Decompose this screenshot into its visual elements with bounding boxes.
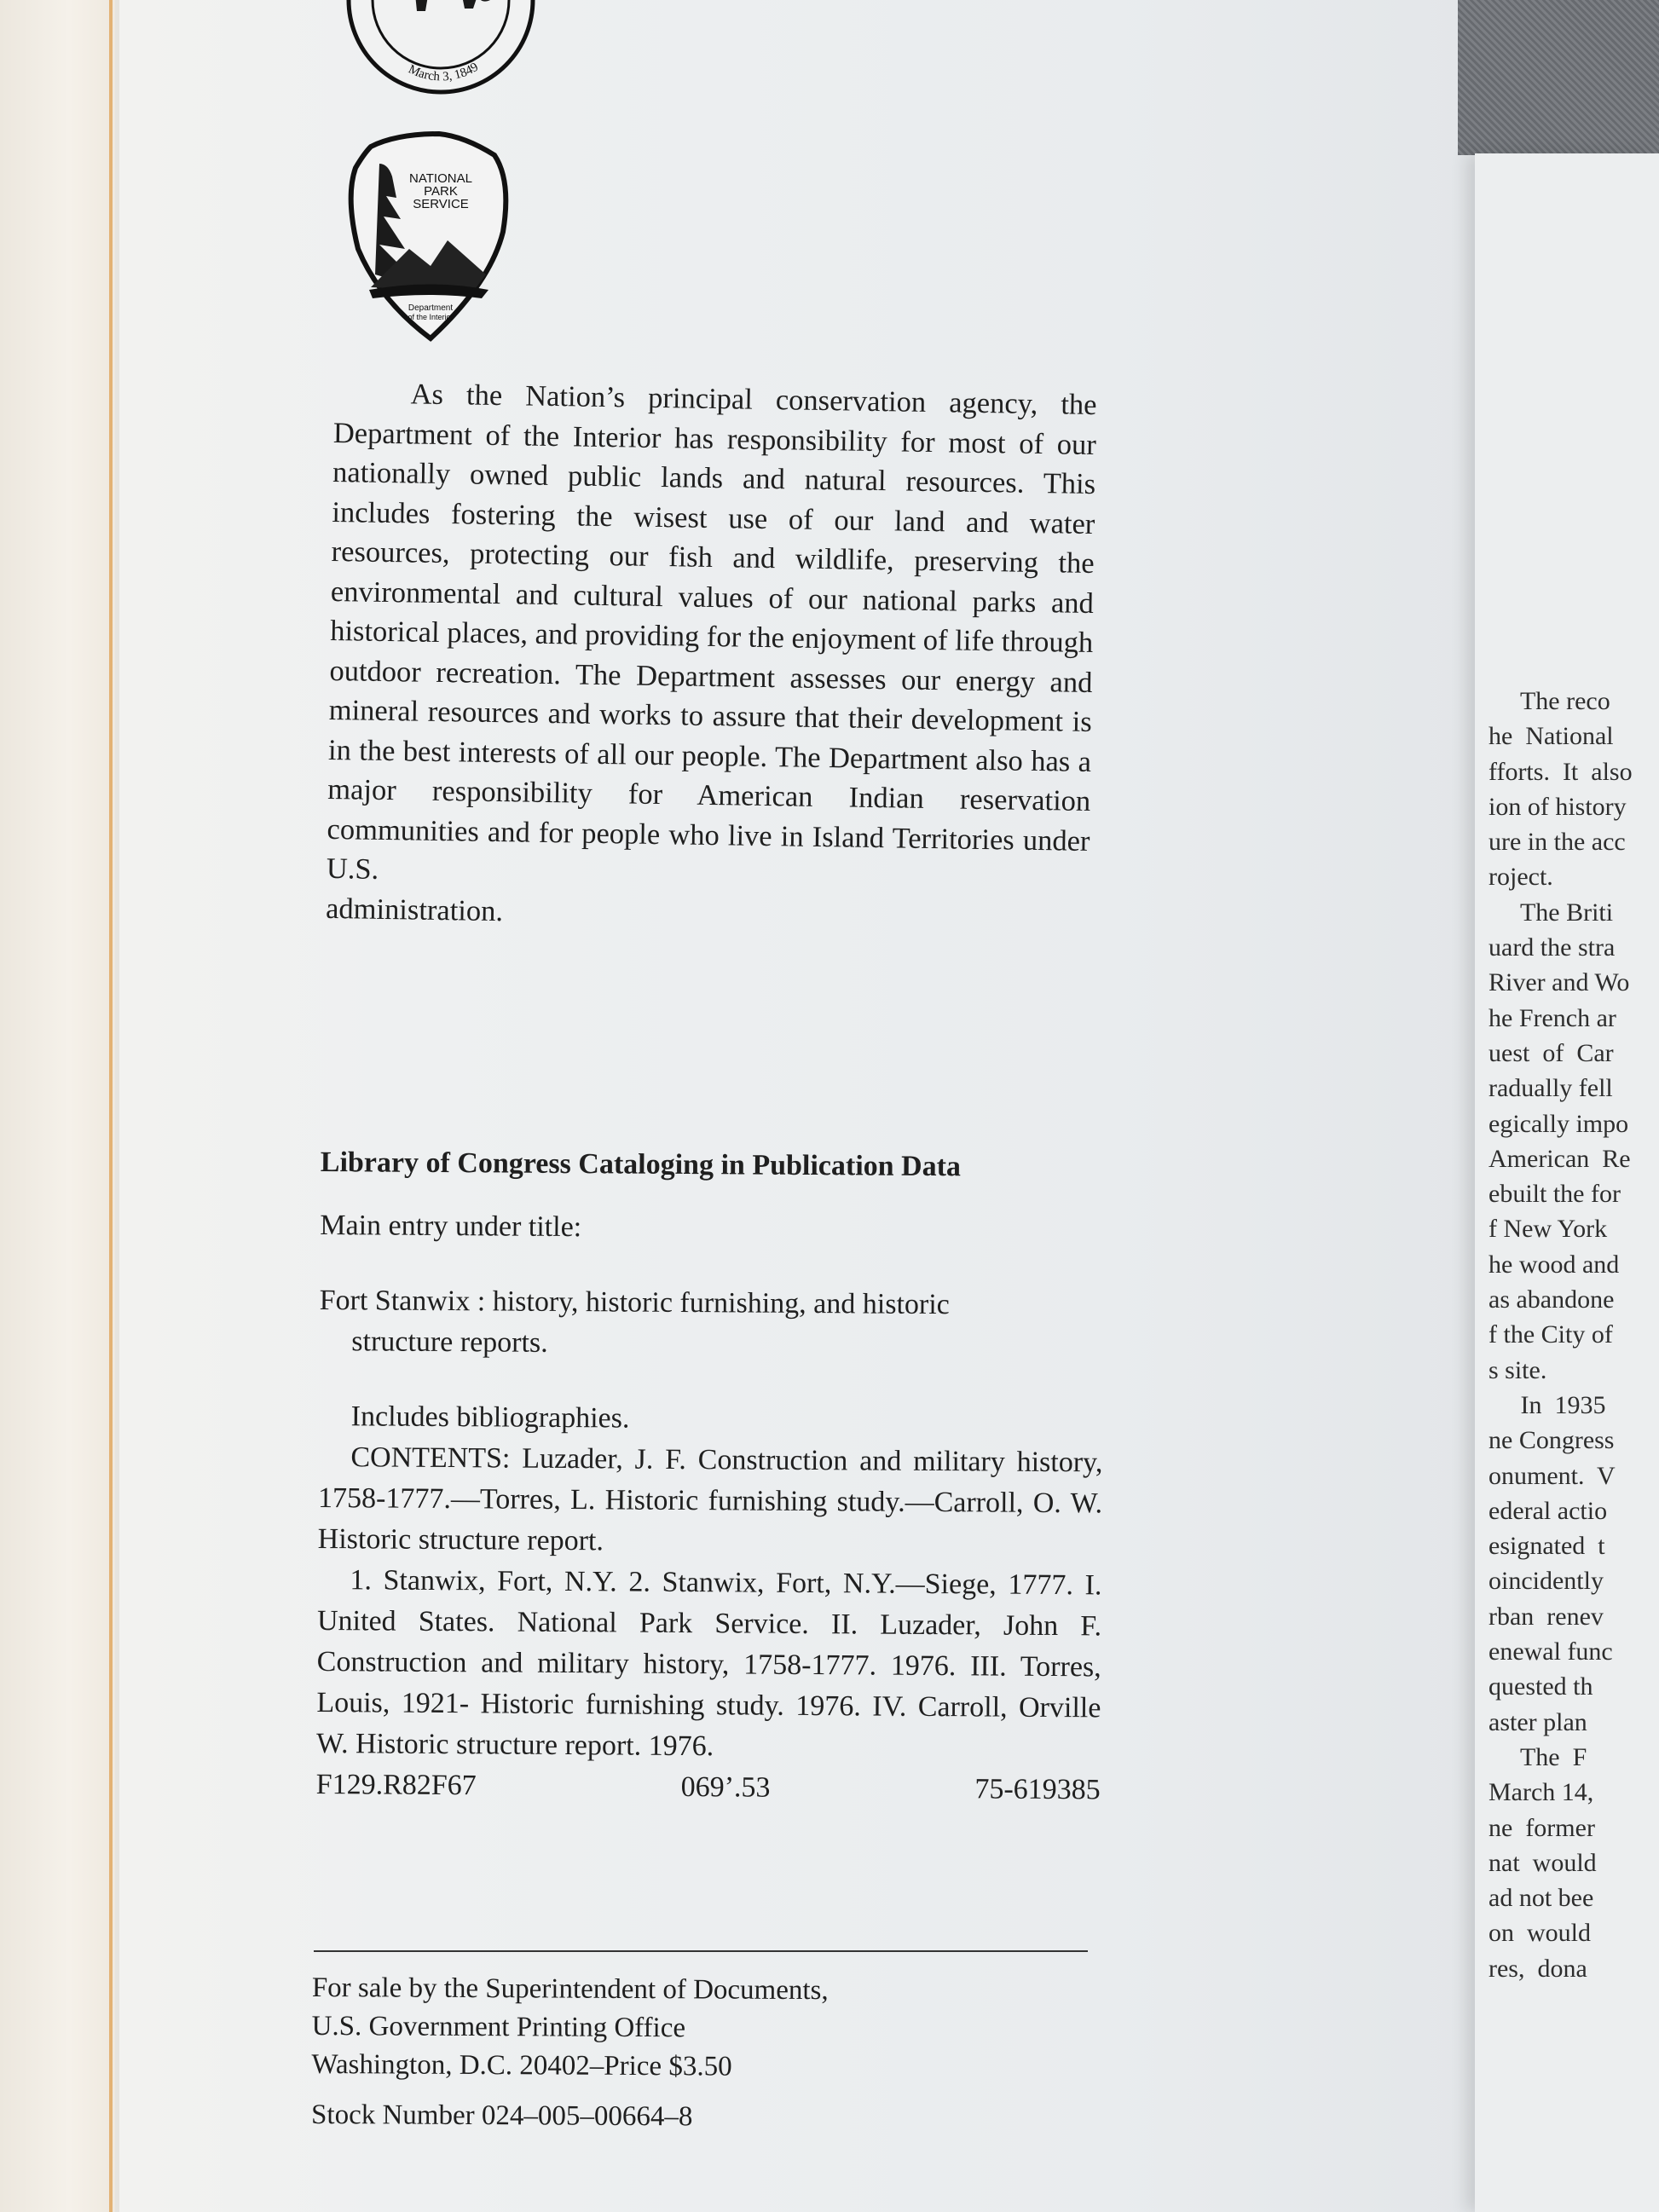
svg-text:of the Interior: of the Interior — [408, 313, 454, 321]
lccn: 75-619385 — [974, 1773, 1101, 1806]
cataloging-data — [316, 1142, 1105, 1811]
interior-department-seal — [345, 0, 537, 102]
title-line-1: Fort Stanwix : history, historic furnishing, and historic — [319, 1284, 950, 1321]
mission-text: As the Nation’s principal conservation agency, the Department of the Interior has responsibility for most of our nationally owned public lands and natural resources. This includes fostering the wisest use of our land and water resources, protecting our fish and wildlife, preserving the environmental and cultural values of our national parks and historical places, and providing for the enjoyment of life through outdoor recreation. The Department assesses our energy and mineral resources and works to assure that their development is in the best interests of all our people. The Department also has a major responsibility for American Indian reservation communities and for people who live in Island Territories under U.S. — [326, 378, 1097, 886]
stock-number: Stock Number 024–005–00664–8 — [311, 2099, 693, 2133]
sale-information — [311, 1969, 1079, 2139]
svg-text:PARK: PARK — [424, 184, 458, 199]
mission-last-line: administration. — [325, 892, 504, 927]
facing-page-text: The reco he National fforts. It also ion of history ure in the acc roject. The Briti uard the stra River and Wo he French ar uest of Car radually fell egically impo American Re ebuilt the for f New York he wood and as abandone f the City of s site. In 1935 ne Congress onument. V ederal actio esignated t oincidently rban renev enewal func quested th aster plan The F March 14, ne former nat would ad not bee on would res, dona — [1488, 687, 1633, 1983]
svg-text:March 3, 1849: March 3, 1849 — [406, 60, 482, 84]
lc-call-number: F129.R82F67 — [315, 1768, 477, 1802]
binding-line — [109, 0, 113, 2212]
call-numbers-row — [316, 1764, 1101, 1811]
title-line-2: structure reports. — [351, 1325, 548, 1359]
main-entry-label: Main entry under title: — [320, 1209, 582, 1244]
svg-text:Department: Department — [408, 303, 454, 313]
sale-line-3: Washington, D.C. 20402–Price $3.50 — [311, 2048, 732, 2082]
left-page-edge — [0, 0, 115, 2212]
background-fabric — [1458, 0, 1659, 155]
sale-line-2: U.S. Government Printing Office — [311, 2010, 686, 2044]
cataloging-heading: Library of Congress Cataloging in Publication Data — [320, 1146, 962, 1183]
main-page — [119, 0, 1535, 2212]
title-entry — [319, 1280, 1104, 1367]
sale-line-1: For sale by the Superintendent of Documents, — [311, 1972, 829, 2007]
includes-note: Includes bibliographies. — [350, 1401, 630, 1435]
nps-arrowhead-emblem — [345, 130, 516, 343]
mission-statement — [326, 373, 1097, 940]
mission-paragraph — [327, 373, 1097, 900]
divider-line — [314, 1950, 1088, 1952]
dewey-number: 069’.53 — [680, 1770, 771, 1804]
svg-text:NATIONAL: NATIONAL — [409, 171, 472, 186]
svg-text:SERVICE: SERVICE — [413, 197, 469, 211]
facing-page — [1475, 153, 1659, 2212]
contents-note: CONTENTS: Luzader, J. F. Construction and military history, 1758-1777.—Torres, L. Historic furnishing study.—Carroll, O. W. Historic structure report. — [317, 1441, 1103, 1557]
subject-entries: 1. Stanwix, Fort, N.Y. 2. Stanwix, Fort, N.Y.—Siege, 1777. I. United States. National Park Service. II. Luzader, John F. Construction and military history, 1758-1777. 1976. III. Torres, Louis, 1921- Historic furnishing study. 1976. IV. Carroll, Orville W. Historic structure report. 1976. — [315, 1564, 1102, 1763]
